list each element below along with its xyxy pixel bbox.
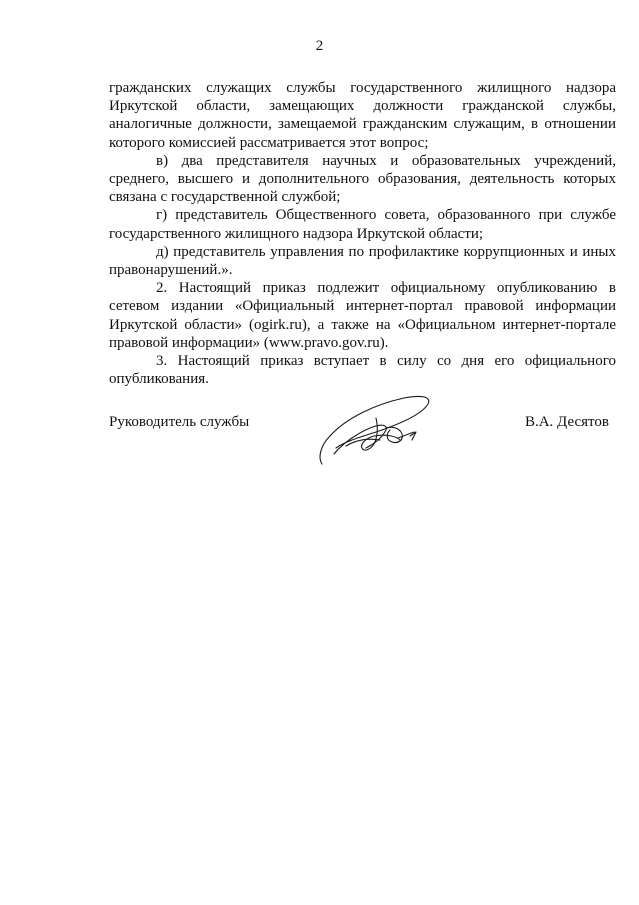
paragraph-item-v: в) два представителя научных и образовательных учреждений, среднего, высшего и дополнительного образования, деятельность которых связана с государственной службой; (109, 152, 616, 206)
paragraph-effective-date: 3. Настоящий приказ вступает в силу со дня его официального опубликования. (109, 353, 616, 388)
signatory-name: В.А. Десятов (524, 414, 609, 430)
paragraph-continuation: гражданских служащих службы государственного жилищного надзора Иркутской области, замещающих должности гражданской службы, аналогичные должности, замещаемой гражданским служащим, в отношении которого комиссией рассматривается этот вопрос; (109, 80, 616, 151)
signatory-position: Руководитель службы (109, 414, 250, 430)
paragraph-publication: 2. Настоящий приказ подлежит официальному опубликованию в сетевом издании «Официальный интернет-портал правовой информации Иркутской области» (ogirk.ru), а также на «Официальном интернет-портале правовой информации» (www.pravo.gov.ru). (109, 280, 616, 351)
page-number: 2 (315, 38, 324, 54)
paragraph-item-d: д) представитель управления по профилактике коррупционных и иных правонарушений.». (109, 243, 616, 279)
handwritten-signature-icon (316, 388, 440, 470)
paragraph-item-g: г) представитель Общественного совета, образованного при службе государственного жилищного надзора Иркутской области; (109, 207, 616, 242)
document-body (109, 79, 616, 388)
